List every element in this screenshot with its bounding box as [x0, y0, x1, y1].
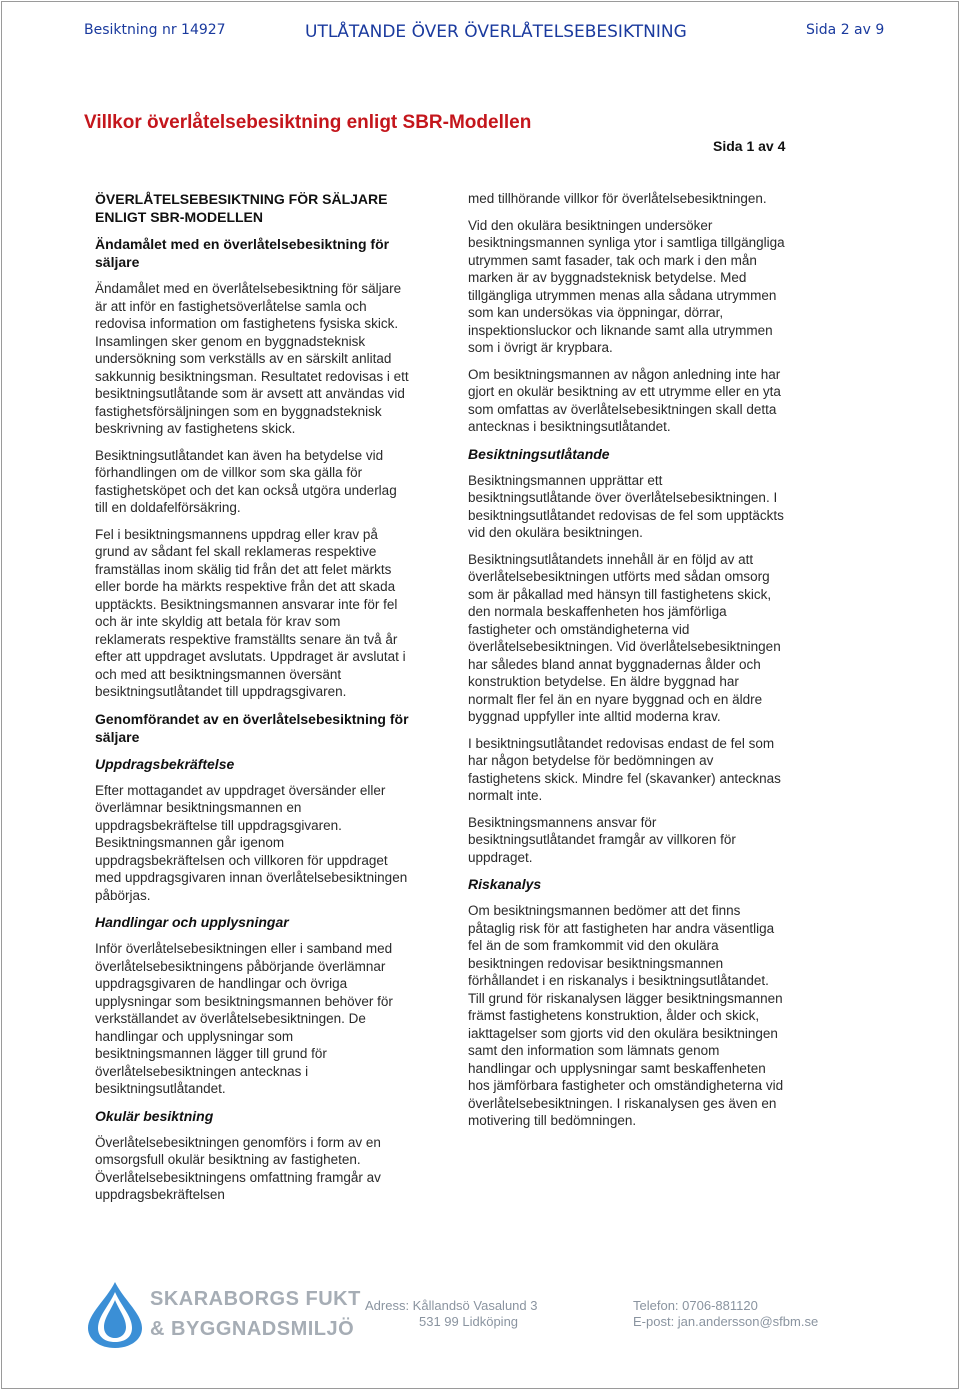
water-drop-icon — [84, 1280, 146, 1350]
paragraph: Inför överlåtelsebesiktningen eller i samband med överlåtelsebesiktningens påbörjande överlämnar uppdragsgivaren de handlingar och övriga upplysningar som besiktningsmannen behöver för verkställandet av överlåtelsebesiktningen. De handlingar och upplysningar som besiktningsmannen lägger till grund för överlåtelsebesiktningen antecknas i besiktningsutlåtandet. — [95, 941, 393, 1096]
paragraph: Vid den okulära besiktningen undersöker besiktningsmannen synliga ytor i samtliga tillgängliga utrymmen samt fasader, tak och mark i den mån marken är av byggnadsteknisk betydelse. Med tillgängliga utrymmen menas alla sådana utrymmen som kan undersökas via öppningar, dörrar, inspektionsluckor och liknande samt alla utrymmen som i övrigt är krypbara. — [468, 217, 785, 355]
left-column — [95, 190, 413, 1213]
paragraph: Efter mottagandet av uppdraget översänder eller överlämnar besiktningsmannen en uppdragsbekräftelse till uppdragsgivaren. Besiktningsmannen går igenom uppdragsbekräftelsen och villkoren för uppdraget med uppdragsgivaren innan överlåtelsebesiktningen påbörjas. — [95, 782, 408, 903]
footer-email[interactable]: E-post: jan.andersson@sfbm.se — [633, 1314, 819, 1329]
paragraph: Besiktningsmannen upprättar ett besiktningsutlåtande över överlåtelsebesiktningen. I besiktningsutlåtandet redovisas de fel som upptäckts vid den okulära besiktningen. — [468, 472, 784, 540]
document-title: Villkor överlåtelsebesiktning enligt SBR-Modellen — [84, 112, 532, 133]
section-title-line: ENLIGT SBR-MODELLEN — [95, 209, 263, 225]
heading-genomforande: Genomförandet av en överlåtelsebesiktning för säljare — [95, 710, 409, 745]
scanned-page-label: Sida 1 av 4 — [713, 138, 786, 154]
paragraph: I besiktningsutlåtandet redovisas endast de fel som har någon betydelse för bedömningen av fastighetens skick. Mindre fel (skavanker) antecknas normalt inte. — [468, 735, 781, 803]
paragraph: Besiktningsutlåtandets innehåll är en följd av att överlåtelsebesiktningen utförts med sådan omsorg som är påkallad med hänsyn till fastighetens skick, den normala beskaffenheten hos jämförliga fastigheter och omständigheterna vid överlåtelsebesiktningen. Vid överlåtelsebesiktningen har således bland annat byggnadernas ålder och konstruktion betydelse. En äldre byggnad har normalt fler fel än en nyare byggnad och en äldre byggnad uppfyller inte alltid moderna krav. — [468, 551, 781, 724]
paragraph: Besiktningsutlåtandet kan även ha betydelse vid förhandlingen om de villkor som ska gälla för fastighetsköpet och det kan också utgöra underlag till en doldafelförsäkring. — [95, 447, 397, 515]
paragraph: Besiktningsmannens ansvar för besiktningsutlåtandet framgår av villkoren för uppdraget. — [468, 814, 736, 865]
footer-city: 531 99 Lidköping — [419, 1314, 519, 1329]
heading-handlingar: Handlingar och upplysningar — [95, 914, 289, 930]
paragraph: Överlåtelsebesiktningen genomförs i form av en omsorgsfull okulär besiktning av fastigheten. Överlåtelsebesiktningens omfattning framgår av uppdragsbekräftelsen — [95, 1134, 381, 1202]
footer-phone: Telefon: 0706-881120 — [633, 1298, 758, 1313]
company-logo — [84, 1280, 361, 1350]
page-number: Sida 2 av 9 — [806, 22, 885, 38]
heading-uppdragsbekraftelse: Uppdragsbekräftelse — [95, 755, 235, 772]
heading-riskanalys: Riskanalys — [468, 876, 542, 892]
footer-address: Adress: Kållandsö Vasalund 3 — [365, 1298, 538, 1313]
heading-okular-besiktning: Okulär besiktning — [95, 1107, 214, 1124]
paragraph: Om besiktningsmannen av någon anledning inte har gjort en okulär besiktning av ett utrymme eller en yta som omfattas av överlåtelsebesiktningen skall detta antecknas i besiktningsutlåtandet. — [468, 366, 781, 434]
right-column — [468, 190, 786, 1139]
logo-text: SKARABORGS FUKT — [150, 1288, 361, 1310]
section-title-line: ÖVERLÅTELSEBESIKTNING FÖR SÄLJARE — [95, 191, 388, 207]
inspection-number: Besiktning nr 14927 — [84, 22, 226, 38]
page-header-title: UTLÅTANDE ÖVER ÖVERLÅTELSEBESIKTNING — [305, 22, 687, 42]
logo-text: & BYGGNADSMILJÖ — [150, 1318, 355, 1340]
heading-besiktningsutlatande: Besiktningsutlåtande — [468, 445, 610, 462]
paragraph: Ändamålet med en överlåtelsebesiktning för säljare är att inför en fastighetsöverlåtelse samla och redovisa information om fastighetens fysiska skick. Insamlingen sker genom en byggnadsteknisk undersökning som verkställs av en särskilt anlitad sakkunnig besiktningsman. Resultatet redovisas i ett besiktningsutlåtande som är avsett att användas vid fastighetsförsäljningen som en byggnadsteknisk beskrivning av fastighetens skick. — [95, 281, 409, 436]
section-title — [95, 190, 413, 226]
paragraph: Om besiktningsmannen bedömer att det finns påtaglig risk för att fastigheten har andra väsentliga fel än de som framkommit vid den okulära besiktningen redovisar besiktningsmannen förhållandet i en riskanalys i besiktningsutlåtandet. Till grund för riskanalysen lägger besiktningsmannen främst fastighetens konstruktion, ålder och skick, iakttagelser som gjorts vid den okulära besiktningen samt den information som lämnats genom handlingar och upplysningar samt beskaffenheten hos jämförbara fastigheter och omständigheterna vid överlåtelsebesiktningen. I riskanalysen ges även en motivering till bedömningen. — [468, 903, 784, 1128]
paragraph: Fel i besiktningsmannens uppdrag eller krav på grund av sådant fel skall reklameras respektive framställas inom skälig tid från det att felet märkts eller borde ha märkts respektive från det att skada upptäckts. Besiktningsmannen ansvarar inte för fel och är inte skyldig att betala för krav som reklamerats respektive framställts senare än två år efter att uppdraget avslutats. Uppdraget är avslutat i och med att besiktningsmannen översänt besiktningsutlåtandet till uppdragsgivaren. — [95, 526, 406, 699]
paragraph: med tillhörande villkor för överlåtelsebesiktningen. — [468, 191, 767, 206]
heading-andamalet: Ändamålet med en överlåtelsebesiktning för säljare — [95, 236, 390, 270]
